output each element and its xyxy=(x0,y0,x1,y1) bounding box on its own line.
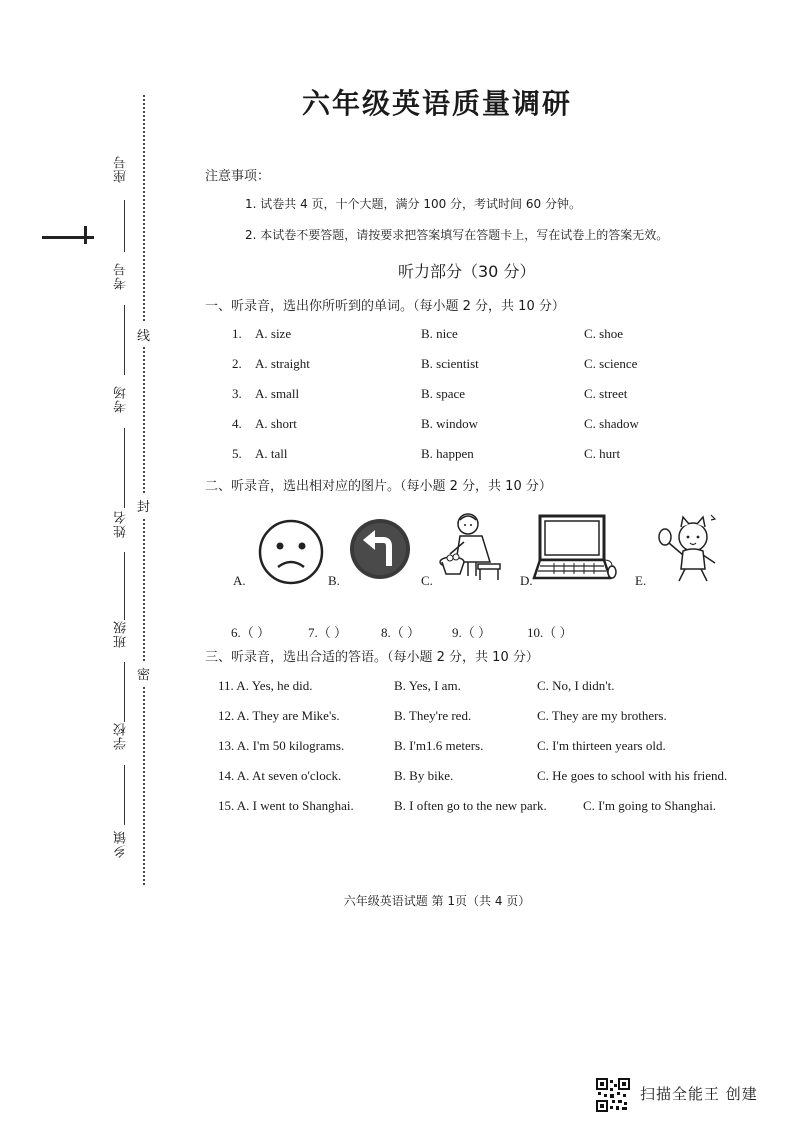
picture-d-letter: D. xyxy=(520,573,533,588)
picture-a-letter: A. xyxy=(233,573,246,588)
answer-blank-7: 7.（ ） xyxy=(308,625,348,640)
q2-number: 2. xyxy=(232,356,242,371)
q1-option-a: A. size xyxy=(255,326,292,341)
answer-blank-9: 9.（ ） xyxy=(452,625,492,640)
laptop-computer-icon xyxy=(532,514,618,584)
q13-option-c: C. I'm thirteen years old. xyxy=(537,738,666,753)
note-2: 2. 本试卷不要答题，请按要求把答案填写在答题卡上，写在试卷上的答案无效。 xyxy=(245,228,669,242)
q12-option-c: C. They are my brothers. xyxy=(537,708,667,723)
q11-option-c: C. No, I didn't. xyxy=(537,678,615,693)
q3-number: 3. xyxy=(232,386,242,401)
q1-option-b: B. nice xyxy=(421,326,458,341)
answer-blank-10: 10.（ ） xyxy=(527,625,573,640)
q14-option-a: 14. A. At seven o'clock. xyxy=(218,768,342,783)
answer-blank-6: 6.（ ） xyxy=(231,625,271,640)
q2-option-a: A. straight xyxy=(255,356,310,371)
exam-room-line xyxy=(124,428,125,508)
q15-option-c: C. I'm going to Shanghai. xyxy=(583,798,717,813)
q5-number: 5. xyxy=(232,446,242,461)
exam-room-label: 考场 xyxy=(114,385,129,413)
q11-option-b: B. Yes, I am. xyxy=(394,678,461,693)
school-line xyxy=(124,765,125,825)
section1-heading: 一、听录音，选出你所听到的单词。（每小题 2 分，共 10 分） xyxy=(205,299,565,314)
note-1: 1. 试卷共 4 页，十个大题，满分 100 分，考试时间 60 分钟。 xyxy=(245,197,581,211)
seal-char-line: 线 xyxy=(137,323,150,346)
answer-blank-8: 8.（ ） xyxy=(381,625,421,640)
q2-option-b: B. scientist xyxy=(421,356,479,371)
q13-option-a: 13. A. I'm 50 kilograms. xyxy=(218,738,345,753)
q1-option-c: C. shoe xyxy=(584,326,623,341)
q4-option-b: B. window xyxy=(421,416,479,431)
exam-number-line xyxy=(124,305,125,375)
township-label: 乡镇 xyxy=(114,830,129,858)
notes-heading: 注意事项： xyxy=(205,169,271,184)
q4-option-c: C. shadow xyxy=(584,416,639,431)
girl-washing-clothes-icon xyxy=(438,510,508,586)
seal-char-secret: 密 xyxy=(137,662,150,685)
q3-option-b: B. space xyxy=(421,386,466,401)
picture-c-letter: C. xyxy=(421,573,433,588)
q12-option-a: 12. A. They are Mike's. xyxy=(218,708,340,723)
class-line xyxy=(124,662,125,722)
cat-with-racket-icon xyxy=(655,513,723,585)
q1-number: 1. xyxy=(232,326,242,341)
class-label: 班级 xyxy=(114,620,129,648)
q12-option-b: B. They're red. xyxy=(394,708,472,723)
q4-number: 4. xyxy=(232,416,242,431)
q3-option-a: A. small xyxy=(255,386,300,401)
seal-dotted-line xyxy=(143,95,145,885)
q3-option-c: C. street xyxy=(584,386,628,401)
seat-number-label: 座号 xyxy=(114,155,129,183)
q2-option-c: C. science xyxy=(584,356,638,371)
section2-heading: 二、听录音，选出相对应的图片。（每小题 2 分，共 10 分） xyxy=(205,479,552,494)
turn-left-sign-icon xyxy=(349,518,411,580)
q15-option-b: B. I often go to the new park. xyxy=(394,798,547,813)
picture-e-letter: E. xyxy=(635,573,647,588)
seal-char-seal: 封 xyxy=(137,494,150,517)
page-footer: 六年级英语试题 第 1页（共 4 页） xyxy=(343,894,531,908)
section3-heading: 三、听录音，选出合适的答语。（每小题 2 分，共 10 分） xyxy=(205,650,539,665)
picture-b-letter: B. xyxy=(328,573,340,588)
q11-option-a: 11. A. Yes, he did. xyxy=(218,678,313,693)
q4-option-a: A. short xyxy=(255,416,297,431)
exam-number-label: 考号 xyxy=(114,262,129,290)
school-label: 学校 xyxy=(114,722,129,750)
name-label: 姓名 xyxy=(114,510,129,538)
q5-option-c: C. hurt xyxy=(584,446,621,461)
q5-option-b: B. happen xyxy=(421,446,474,461)
seat-number-line xyxy=(124,200,125,252)
q5-option-a: A. tall xyxy=(255,446,288,461)
page-title: 六年级英语质量调研 xyxy=(301,87,572,120)
scan-mark-tick xyxy=(84,226,87,244)
listening-part-title: 听力部分（30 分） xyxy=(398,262,536,281)
q14-option-c: C. He goes to school with his friend. xyxy=(537,768,728,783)
name-line xyxy=(124,552,125,620)
q15-option-a: 15. A. I went to Shanghai. xyxy=(218,798,354,813)
q13-option-b: B. I'm1.6 meters. xyxy=(394,738,484,753)
scanner-brand-watermark: 扫描全能王 创建 xyxy=(640,1085,758,1103)
qr-code-icon xyxy=(596,1078,630,1112)
q14-option-b: B. By bike. xyxy=(394,768,454,783)
sad-face-icon xyxy=(258,519,324,585)
